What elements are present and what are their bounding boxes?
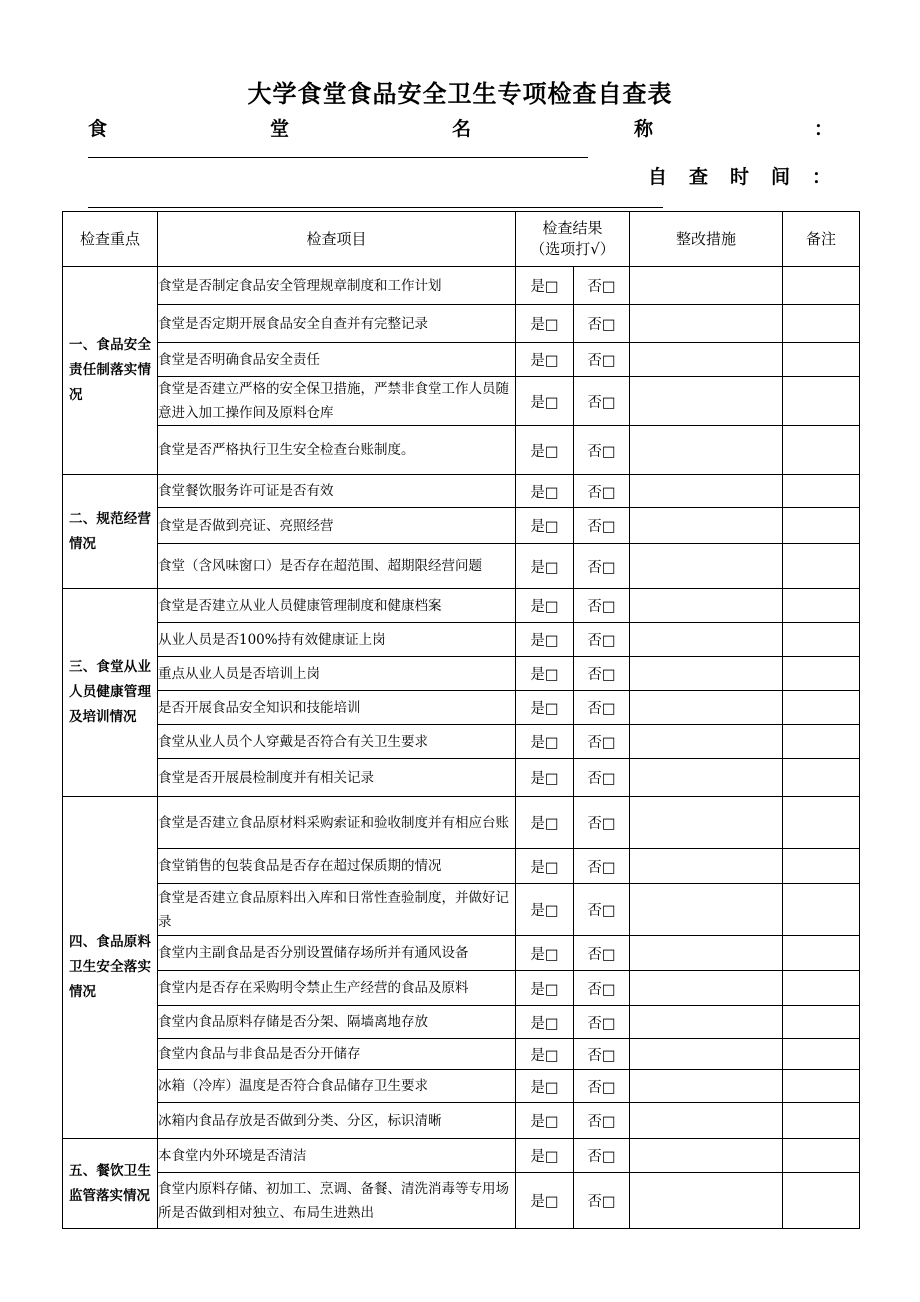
yes-checkbox[interactable]: 是□: [516, 377, 574, 426]
check-item: 食堂是否建立严格的安全保卫措施，严禁非食堂工作人员随意进入加工操作间及原料仓库: [158, 377, 516, 426]
header-result-line2: （选项打√）: [530, 240, 615, 258]
page-title: 大学食堂食品安全卫生专项检查自查表: [247, 79, 673, 108]
table-row: [63, 377, 860, 426]
table-row: [63, 971, 860, 1006]
measures-cell[interactable]: [630, 936, 783, 971]
table-row: [63, 1103, 860, 1139]
check-item: 是否开展食品安全知识和技能培训: [158, 691, 516, 725]
yes-checkbox[interactable]: 是□: [516, 1039, 574, 1070]
section-name: 四、食品原料卫生安全落实情况: [63, 797, 158, 1139]
remarks-cell[interactable]: [783, 797, 860, 849]
yes-checkbox[interactable]: 是□: [516, 343, 574, 377]
measures-cell[interactable]: [630, 1039, 783, 1070]
remarks-cell[interactable]: [783, 725, 860, 759]
check-item: 食堂内食品与非食品是否分开储存: [158, 1039, 516, 1070]
no-checkbox[interactable]: 否□: [574, 377, 630, 426]
canteen-name-label: [88, 114, 834, 140]
measures-cell[interactable]: [630, 691, 783, 725]
table-row: [63, 508, 860, 544]
no-checkbox[interactable]: 否□: [574, 267, 630, 305]
canteen-label-char: 称: [634, 118, 654, 140]
no-checkbox[interactable]: 否□: [574, 971, 630, 1006]
measures-cell[interactable]: [630, 657, 783, 691]
table-row: [63, 1039, 860, 1070]
measures-cell[interactable]: [630, 759, 783, 797]
table-row: [63, 725, 860, 759]
header-focus: 检查重点: [63, 212, 158, 267]
table-row: [63, 426, 860, 475]
remarks-cell[interactable]: [783, 623, 860, 657]
measures-cell[interactable]: [630, 508, 783, 544]
table-row: [63, 305, 860, 343]
table-row: [63, 759, 860, 797]
measures-cell[interactable]: [630, 377, 783, 426]
table-row: [63, 1070, 860, 1103]
section-name: 五、餐饮卫生监管落实情况: [63, 1139, 158, 1229]
section-name: 一、食品安全责任制落实情况: [63, 267, 158, 475]
check-time-label: [648, 162, 830, 186]
yes-checkbox[interactable]: 是□: [516, 1139, 574, 1173]
inspection-table: [62, 211, 860, 1229]
no-checkbox[interactable]: 否□: [574, 343, 630, 377]
canteen-label-char: 食: [88, 118, 108, 140]
remarks-cell[interactable]: [783, 267, 860, 305]
measures-cell[interactable]: [630, 544, 783, 589]
table-row: [63, 1006, 860, 1039]
remarks-cell[interactable]: [783, 544, 860, 589]
no-checkbox[interactable]: 否□: [574, 657, 630, 691]
check-item: 食堂内主副食品是否分别设置储存场所并有通风设备: [158, 936, 516, 971]
remarks-cell[interactable]: [783, 475, 860, 508]
remarks-cell[interactable]: [783, 936, 860, 971]
remarks-cell[interactable]: [783, 1039, 860, 1070]
measures-cell[interactable]: [630, 725, 783, 759]
canteen-label-char: ：: [814, 118, 834, 140]
table-row: [63, 1173, 860, 1229]
remarks-cell[interactable]: [783, 1070, 860, 1103]
canteen-name-fill-line[interactable]: [88, 157, 588, 158]
measures-cell[interactable]: [630, 884, 783, 936]
no-checkbox[interactable]: 否□: [574, 1006, 630, 1039]
check-item: 食堂是否建立食品原料出入库和日常性查验制度，并做好记录: [158, 884, 516, 936]
no-checkbox[interactable]: 否□: [574, 936, 630, 971]
measures-cell[interactable]: [630, 343, 783, 377]
check-item: 从业人员是否100%持有效健康证上岗: [158, 623, 516, 657]
table-row: [63, 849, 860, 884]
measures-cell[interactable]: [630, 1006, 783, 1039]
table-row: [63, 623, 860, 657]
no-checkbox[interactable]: 否□: [574, 691, 630, 725]
section-name: 三、食堂从业人员健康管理及培训情况: [63, 589, 158, 797]
check-item: 食堂是否制定食品安全管理规章制度和工作计划: [158, 267, 516, 305]
check-item: 食堂是否建立食品原材料采购索证和验收制度并有相应台账: [158, 797, 516, 849]
check-item: 食堂内是否存在采购明令禁止生产经营的食品及原料: [158, 971, 516, 1006]
no-checkbox[interactable]: 否□: [574, 1103, 630, 1139]
yes-checkbox[interactable]: 是□: [516, 426, 574, 475]
table-row: [63, 936, 860, 971]
check-item: 本食堂内外环境是否清洁: [158, 1139, 516, 1173]
time-label-char: ：: [812, 166, 832, 188]
remarks-cell[interactable]: [783, 1139, 860, 1173]
check-item: 食堂是否明确食品安全责任: [158, 343, 516, 377]
no-checkbox[interactable]: 否□: [574, 1173, 630, 1229]
measures-cell[interactable]: [630, 797, 783, 849]
yes-checkbox[interactable]: 是□: [516, 725, 574, 759]
no-checkbox[interactable]: 否□: [574, 1139, 630, 1173]
check-item: 食堂内原料存储、初加工、烹调、备餐、清洗消毒等专用场所是否做到相对独立、布局生进熟出: [158, 1173, 516, 1229]
check-item: 食堂从业人员个人穿戴是否符合有关卫生要求: [158, 725, 516, 759]
check-item: 冰箱（冷库）温度是否符合食品储存卫生要求: [158, 1070, 516, 1103]
no-checkbox[interactable]: 否□: [574, 1039, 630, 1070]
no-checkbox[interactable]: 否□: [574, 884, 630, 936]
no-checkbox[interactable]: 否□: [574, 759, 630, 797]
measures-cell[interactable]: [630, 1139, 783, 1173]
yes-checkbox[interactable]: 是□: [516, 623, 574, 657]
no-checkbox[interactable]: 否□: [574, 589, 630, 623]
yes-checkbox[interactable]: 是□: [516, 1006, 574, 1039]
yes-checkbox[interactable]: 是□: [516, 884, 574, 936]
remarks-cell[interactable]: [783, 971, 860, 1006]
measures-cell[interactable]: [630, 1103, 783, 1139]
remarks-cell[interactable]: [783, 691, 860, 725]
no-checkbox[interactable]: 否□: [574, 305, 630, 343]
measures-cell[interactable]: [630, 971, 783, 1006]
check-item: 食堂内食品原料存储是否分架、隔墙离地存放: [158, 1006, 516, 1039]
table-row: [63, 797, 860, 849]
yes-checkbox[interactable]: 是□: [516, 305, 574, 343]
remarks-cell[interactable]: [783, 589, 860, 623]
section-name: 二、规范经营情况: [63, 475, 158, 589]
time-label-char: 间: [771, 166, 791, 188]
remarks-cell[interactable]: [783, 1103, 860, 1139]
no-checkbox[interactable]: 否□: [574, 426, 630, 475]
header-remarks: 备注: [783, 212, 860, 267]
remarks-cell[interactable]: [783, 657, 860, 691]
no-checkbox[interactable]: 否□: [574, 849, 630, 884]
no-checkbox[interactable]: 否□: [574, 1070, 630, 1103]
yes-checkbox[interactable]: 是□: [516, 267, 574, 305]
check-item: 食堂是否开展晨检制度并有相关记录: [158, 759, 516, 797]
check-item: 食堂（含风味窗口）是否存在超范围、超期限经营问题: [158, 544, 516, 589]
table-row: [63, 691, 860, 725]
table-row: [63, 884, 860, 936]
check-item: 食堂是否定期开展食品安全自查并有完整记录: [158, 305, 516, 343]
check-item: 冰箱内食品存放是否做到分类、分区，标识清晰: [158, 1103, 516, 1139]
yes-checkbox[interactable]: 是□: [516, 508, 574, 544]
remarks-cell[interactable]: [783, 426, 860, 475]
yes-checkbox[interactable]: 是□: [516, 589, 574, 623]
check-item: 食堂是否建立从业人员健康管理制度和健康档案: [158, 589, 516, 623]
remarks-cell[interactable]: [783, 884, 860, 936]
remarks-cell[interactable]: [783, 377, 860, 426]
no-checkbox[interactable]: 否□: [574, 797, 630, 849]
measures-cell[interactable]: [630, 475, 783, 508]
check-item: 食堂餐饮服务许可证是否有效: [158, 475, 516, 508]
check-time-fill-line[interactable]: [88, 207, 663, 208]
table-row: [63, 657, 860, 691]
no-checkbox[interactable]: 否□: [574, 475, 630, 508]
no-checkbox[interactable]: 否□: [574, 725, 630, 759]
remarks-cell[interactable]: [783, 849, 860, 884]
table-header-row: [63, 212, 860, 267]
table-row: [63, 267, 860, 305]
time-label-char: 自: [648, 166, 668, 188]
table-row: [63, 589, 860, 623]
yes-checkbox[interactable]: 是□: [516, 475, 574, 508]
yes-checkbox[interactable]: 是□: [516, 657, 574, 691]
yes-checkbox[interactable]: 是□: [516, 1103, 574, 1139]
canteen-label-char: 名: [452, 118, 472, 140]
remarks-cell[interactable]: [783, 508, 860, 544]
yes-checkbox[interactable]: 是□: [516, 797, 574, 849]
measures-cell[interactable]: [630, 1173, 783, 1229]
remarks-cell[interactable]: [783, 759, 860, 797]
yes-checkbox[interactable]: 是□: [516, 544, 574, 589]
header-result-line1: 检查结果: [542, 219, 603, 237]
table-row: [63, 475, 860, 508]
header-measures: 整改措施: [630, 212, 783, 267]
remarks-cell[interactable]: [783, 1006, 860, 1039]
yes-checkbox[interactable]: 是□: [516, 759, 574, 797]
header-result: [516, 212, 630, 267]
yes-checkbox[interactable]: 是□: [516, 1070, 574, 1103]
time-label-char: 时: [730, 166, 750, 188]
measures-cell[interactable]: [630, 267, 783, 305]
measures-cell[interactable]: [630, 849, 783, 884]
no-checkbox[interactable]: 否□: [574, 508, 630, 544]
yes-checkbox[interactable]: 是□: [516, 849, 574, 884]
check-item: 重点从业人员是否培训上岗: [158, 657, 516, 691]
yes-checkbox[interactable]: 是□: [516, 691, 574, 725]
measures-cell[interactable]: [630, 426, 783, 475]
measures-cell[interactable]: [630, 1070, 783, 1103]
check-item: 食堂是否做到亮证、亮照经营: [158, 508, 516, 544]
yes-checkbox[interactable]: 是□: [516, 971, 574, 1006]
yes-checkbox[interactable]: 是□: [516, 936, 574, 971]
measures-cell[interactable]: [630, 589, 783, 623]
header-item: 检查项目: [158, 212, 516, 267]
canteen-label-char: 堂: [270, 118, 290, 140]
table-row: [63, 343, 860, 377]
check-item: 食堂销售的包装食品是否存在超过保质期的情况: [158, 849, 516, 884]
measures-cell[interactable]: [630, 305, 783, 343]
no-checkbox[interactable]: 否□: [574, 544, 630, 589]
time-label-char: 查: [689, 166, 709, 188]
measures-cell[interactable]: [630, 623, 783, 657]
remarks-cell[interactable]: [783, 343, 860, 377]
remarks-cell[interactable]: [783, 1173, 860, 1229]
check-item: 食堂是否严格执行卫生安全检查台账制度。: [158, 426, 516, 475]
table-row: [63, 1139, 860, 1173]
remarks-cell[interactable]: [783, 305, 860, 343]
table-body: [63, 267, 860, 1229]
no-checkbox[interactable]: 否□: [574, 623, 630, 657]
table-row: [63, 544, 860, 589]
yes-checkbox[interactable]: 是□: [516, 1173, 574, 1229]
